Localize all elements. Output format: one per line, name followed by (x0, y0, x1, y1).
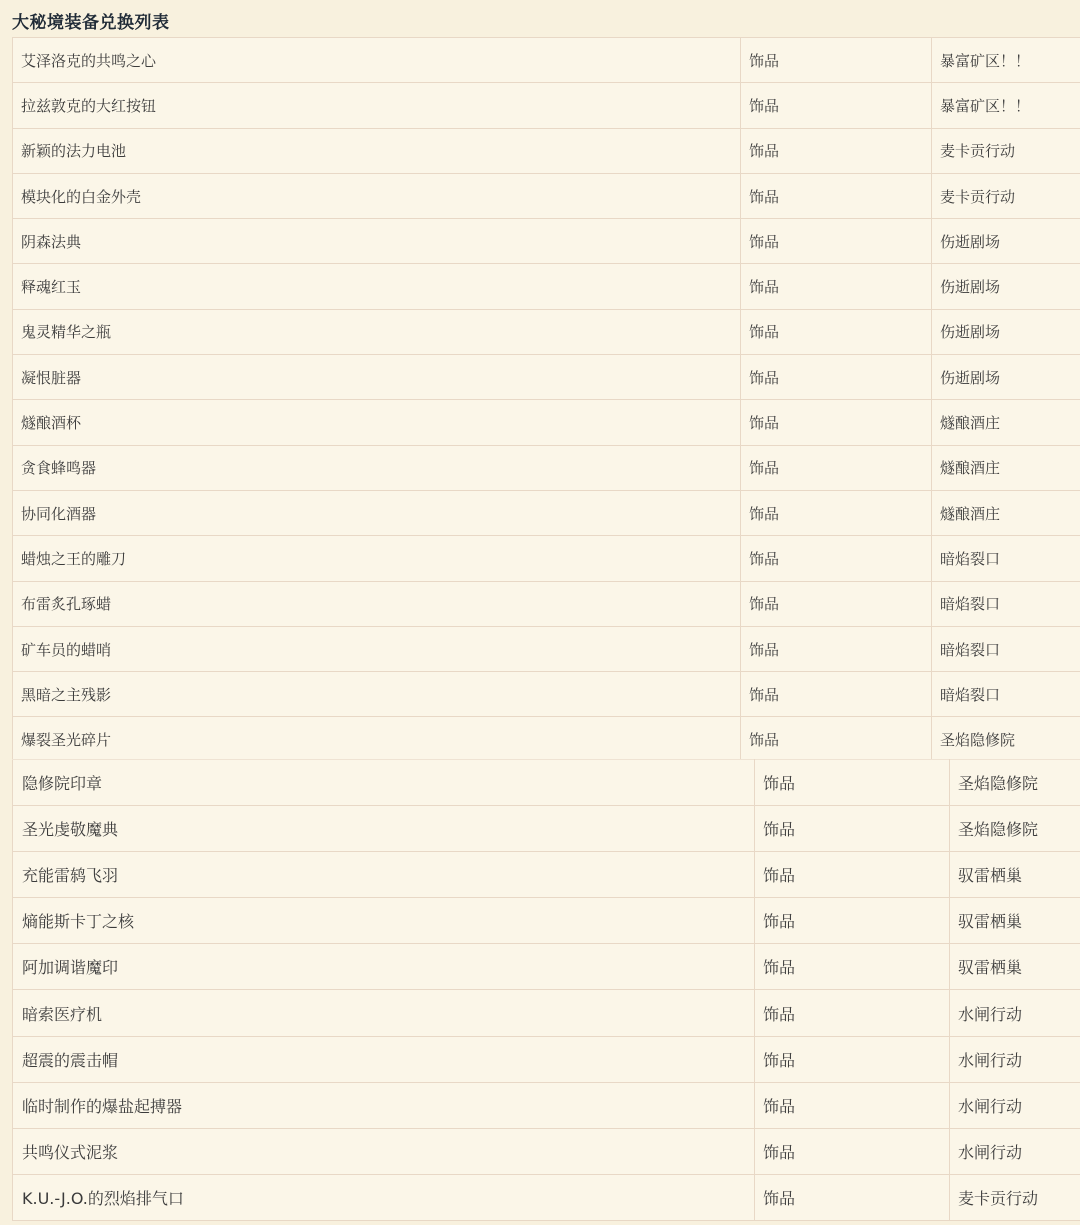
item-source: 水闸行动 (950, 990, 1080, 1036)
item-source: 驭雷栖巢 (950, 852, 1080, 898)
item-type: 饰品 (741, 581, 932, 626)
item-type: 饰品 (741, 309, 932, 354)
item-source: 麦卡贡行动 (950, 1174, 1080, 1220)
table-row (13, 717, 1080, 762)
item-name: 拉兹敦克的大红按钮 (13, 83, 741, 128)
item-type: 饰品 (755, 1174, 950, 1220)
item-name: 熵能斯卡丁之核 (13, 898, 755, 944)
item-type: 饰品 (741, 83, 932, 128)
item-source: 暴富矿区！！ (932, 38, 1080, 83)
table-row (13, 38, 1080, 83)
item-type: 饰品 (755, 944, 950, 990)
item-name: 释魂红玉 (13, 264, 741, 309)
item-type: 饰品 (755, 852, 950, 898)
item-name: 充能雷鸫飞羽 (13, 852, 755, 898)
item-source: 圣焰隐修院 (932, 717, 1080, 762)
table-row (13, 1082, 1080, 1128)
table-row (13, 898, 1080, 944)
item-type: 饰品 (755, 1036, 950, 1082)
item-type: 饰品 (741, 536, 932, 581)
item-source: 麦卡贡行动 (932, 173, 1080, 218)
table-row (13, 490, 1080, 535)
item-name: 鬼灵精华之瓶 (13, 309, 741, 354)
equipment-table-part-2 (12, 759, 1080, 1221)
item-type: 饰品 (741, 38, 932, 83)
item-name: 暗索医疗机 (13, 990, 755, 1036)
item-source: 伤逝剧场 (932, 219, 1080, 264)
item-type: 饰品 (741, 626, 932, 671)
item-type: 饰品 (755, 760, 950, 806)
item-source: 暗焰裂口 (932, 581, 1080, 626)
table-row (13, 852, 1080, 898)
table-row (13, 309, 1080, 354)
item-name: 布雷炙孔琢蜡 (13, 581, 741, 626)
item-name: 模块化的白金外壳 (13, 173, 741, 218)
item-name: 黑暗之主残影 (13, 672, 741, 717)
item-name: 爆裂圣光碎片 (13, 717, 741, 762)
item-name: 矿车员的蜡哨 (13, 626, 741, 671)
item-source: 暗焰裂口 (932, 626, 1080, 671)
table-row (13, 445, 1080, 490)
item-name: 圣光虔敬魔典 (13, 806, 755, 852)
table-row (13, 806, 1080, 852)
table-row (13, 355, 1080, 400)
table-row (13, 128, 1080, 173)
item-source: 暴富矿区！！ (932, 83, 1080, 128)
item-source: 燧酿酒庄 (932, 490, 1080, 535)
table-row (13, 990, 1080, 1036)
item-source: 水闸行动 (950, 1036, 1080, 1082)
item-source: 圣焰隐修院 (950, 806, 1080, 852)
item-source: 伤逝剧场 (932, 355, 1080, 400)
item-type: 饰品 (755, 898, 950, 944)
item-type: 饰品 (741, 355, 932, 400)
table-row (13, 83, 1080, 128)
item-source: 驭雷栖巢 (950, 898, 1080, 944)
item-type: 饰品 (741, 219, 932, 264)
item-name: 蜡烛之王的雕刀 (13, 536, 741, 581)
table-row (13, 626, 1080, 671)
item-source: 伤逝剧场 (932, 309, 1080, 354)
item-type: 饰品 (741, 264, 932, 309)
item-name: 艾泽洛克的共鸣之心 (13, 38, 741, 83)
table-row (13, 1036, 1080, 1082)
page-title: 大秘境装备兑换列表 (12, 13, 170, 33)
table-row (13, 760, 1080, 806)
item-name: 新颖的法力电池 (13, 128, 741, 173)
item-name: K.U.-J.O.的烈焰排气口 (13, 1174, 755, 1220)
item-name: 隐修院印章 (13, 760, 755, 806)
item-name: 阿加调谐魔印 (13, 944, 755, 990)
item-type: 饰品 (741, 445, 932, 490)
table-row (13, 581, 1080, 626)
item-type: 饰品 (741, 717, 932, 762)
table-row (13, 173, 1080, 218)
item-name: 协同化酒器 (13, 490, 741, 535)
item-source: 驭雷栖巢 (950, 944, 1080, 990)
item-name: 共鸣仪式泥浆 (13, 1128, 755, 1174)
item-type: 饰品 (741, 400, 932, 445)
item-type: 饰品 (741, 490, 932, 535)
item-type: 饰品 (741, 128, 932, 173)
equipment-table-part-1 (12, 37, 1080, 763)
item-type: 饰品 (755, 1128, 950, 1174)
item-source: 麦卡贡行动 (932, 128, 1080, 173)
item-name: 贪食蜂鸣器 (13, 445, 741, 490)
item-source: 圣焰隐修院 (950, 760, 1080, 806)
item-source: 燧酿酒庄 (932, 445, 1080, 490)
item-source: 暗焰裂口 (932, 536, 1080, 581)
item-source: 水闸行动 (950, 1082, 1080, 1128)
table-row (13, 672, 1080, 717)
item-source: 伤逝剧场 (932, 264, 1080, 309)
table-row (13, 1128, 1080, 1174)
table-row (13, 219, 1080, 264)
item-name: 阴森法典 (13, 219, 741, 264)
item-name: 凝恨脏器 (13, 355, 741, 400)
item-source: 暗焰裂口 (932, 672, 1080, 717)
item-source: 燧酿酒庄 (932, 400, 1080, 445)
item-type: 饰品 (755, 806, 950, 852)
item-name: 燧酿酒杯 (13, 400, 741, 445)
item-type: 饰品 (755, 1082, 950, 1128)
item-type: 饰品 (741, 672, 932, 717)
item-type: 饰品 (741, 173, 932, 218)
item-name: 超震的震击帽 (13, 1036, 755, 1082)
table-row (13, 400, 1080, 445)
table-row (13, 536, 1080, 581)
table-row (13, 264, 1080, 309)
table-row (13, 944, 1080, 990)
table-row (13, 1174, 1080, 1220)
item-source: 水闸行动 (950, 1128, 1080, 1174)
item-type: 饰品 (755, 990, 950, 1036)
item-name: 临时制作的爆盐起搏器 (13, 1082, 755, 1128)
